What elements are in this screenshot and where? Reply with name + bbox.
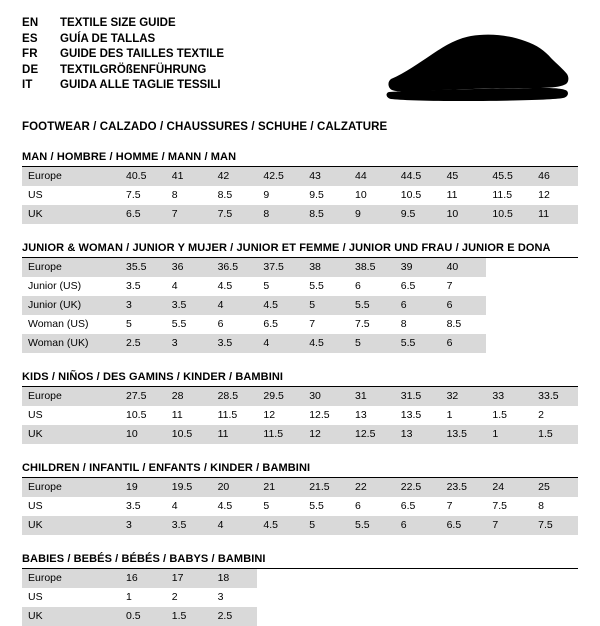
size-cell: 28 (166, 387, 212, 406)
size-cell: 5 (349, 334, 395, 353)
table-row (22, 205, 578, 224)
size-cell (486, 588, 532, 607)
size-cell: 8 (257, 205, 303, 224)
size-cell: 7.5 (126, 189, 141, 201)
size-cell: 40.5 (120, 167, 166, 186)
size-cell: 10.5 (400, 189, 422, 201)
size-cell: 36.5 (212, 258, 258, 277)
size-cell (441, 588, 487, 607)
size-cell (257, 607, 303, 626)
row-label: US (28, 189, 43, 201)
size-cell (532, 607, 578, 626)
language-title: GUÍA DE TALLAS (60, 32, 156, 45)
table-row (22, 296, 578, 315)
size-section (22, 151, 578, 224)
size-cell: 19 (120, 478, 166, 497)
size-cell: 9 (263, 189, 270, 201)
size-cell: 10.5 (126, 409, 147, 421)
size-cell (349, 588, 395, 607)
size-table (22, 387, 578, 444)
size-cell: 2.5 (212, 607, 258, 626)
size-cell (395, 569, 441, 588)
size-cell: 1 (486, 425, 532, 444)
size-cell: 7 (446, 280, 453, 292)
size-cell: 1.5 (166, 607, 212, 626)
size-cell: 7 (446, 500, 453, 512)
row-label: US (28, 591, 43, 603)
table-row (22, 607, 578, 626)
size-cell: 39 (395, 258, 441, 277)
language-row (22, 78, 224, 94)
language-code: DE (22, 63, 39, 76)
size-cell: 17 (166, 569, 212, 588)
size-cell: 6.5 (441, 516, 487, 535)
language-code: ES (22, 32, 38, 45)
language-row (22, 16, 224, 32)
size-cell: 11.5 (217, 409, 238, 421)
table-row (22, 569, 578, 588)
size-cell: 3 (166, 334, 212, 353)
language-title: TEXTILGRÖßENFÜHRUNG (60, 63, 207, 76)
size-cell: 6 (354, 280, 361, 292)
size-cell: 5.5 (349, 516, 395, 535)
row-label: Europe (22, 478, 120, 497)
size-cell: 8.5 (217, 189, 233, 201)
size-section (22, 371, 578, 444)
table-row (22, 258, 578, 277)
language-row (22, 63, 224, 79)
size-cell: 36 (166, 258, 212, 277)
size-cell: 10.5 (486, 205, 532, 224)
size-cell: 1 (446, 409, 453, 421)
table-row (22, 277, 578, 296)
table-row (22, 588, 578, 607)
row-label: Woman (US) (28, 318, 89, 330)
size-cell: 7 (309, 318, 316, 330)
size-cell: 40 (441, 258, 487, 277)
size-cell: 16 (120, 569, 166, 588)
table-row (22, 478, 578, 497)
size-cell: 7 (166, 205, 212, 224)
size-cell: 2 (171, 591, 178, 603)
size-cell: 0.5 (120, 607, 166, 626)
size-cell: 45 (441, 167, 487, 186)
row-label: Woman (UK) (22, 334, 120, 353)
row-label: UK (22, 205, 120, 224)
section-title: KIDS / NIÑOS / DES GAMINS / KINDER / BAMBINI (22, 371, 284, 383)
section-title: JUNIOR & WOMAN / JUNIOR Y MUJER / JUNIOR ET FEMME / JUNIOR UND FRAU / JUNIOR E DONA (22, 242, 551, 254)
size-cell: 7.5 (354, 318, 370, 330)
size-cell: 8.5 (303, 205, 349, 224)
size-cell: 5 (263, 280, 270, 292)
row-label: Junior (US) (28, 280, 82, 292)
size-cell: 1.5 (492, 409, 507, 421)
size-cell: 4.5 (217, 280, 233, 292)
size-cell: 6 (354, 500, 361, 512)
size-cell (486, 277, 532, 296)
section-title: CHILDREN / INFANTIL / ENFANTS / KINDER / BAMBINI (22, 462, 311, 474)
size-cell: 4 (171, 500, 178, 512)
row-label: Europe (22, 387, 120, 406)
size-cell: 4.5 (257, 296, 303, 315)
size-cell: 31 (349, 387, 395, 406)
table-row (22, 516, 578, 535)
size-cell (349, 607, 395, 626)
category-line: FOOTWEAR / CALZADO / CHAUSSURES / SCHUHE / CALZATURE (22, 121, 388, 133)
size-cell: 41 (166, 167, 212, 186)
size-cell: 21.5 (303, 478, 349, 497)
size-section (22, 462, 578, 535)
size-cell: 35.5 (120, 258, 166, 277)
size-cell: 7 (486, 516, 532, 535)
size-cell: 3.5 (126, 500, 141, 512)
size-cell (303, 569, 349, 588)
size-cell: 9 (349, 205, 395, 224)
size-section (22, 242, 578, 353)
table-row (22, 406, 578, 425)
size-cell: 18 (212, 569, 258, 588)
size-cell: 19.5 (166, 478, 212, 497)
size-cell: 6.5 (400, 500, 416, 512)
language-row (22, 47, 224, 63)
table-row (22, 167, 578, 186)
size-cell: 5 (263, 500, 270, 512)
size-cell: 45.5 (486, 167, 532, 186)
size-cell: 38 (303, 258, 349, 277)
size-table (22, 167, 578, 224)
size-cell: 7.5 (212, 205, 258, 224)
size-cell: 30 (303, 387, 349, 406)
size-cell: 12.5 (349, 425, 395, 444)
size-cell: 1.5 (532, 425, 578, 444)
size-cell: 11 (171, 409, 183, 421)
size-cell: 28.5 (212, 387, 258, 406)
size-table (22, 478, 578, 535)
table-row (22, 186, 578, 205)
size-cell: 24 (486, 478, 532, 497)
size-cell (532, 588, 578, 607)
size-cell (257, 569, 303, 588)
size-cell: 12 (263, 409, 276, 421)
size-cell: 8.5 (446, 318, 462, 330)
size-cell: 4.5 (257, 516, 303, 535)
size-cell: 44 (349, 167, 395, 186)
size-cell: 5.5 (309, 500, 324, 512)
size-cell: 5.5 (349, 296, 395, 315)
size-cell: 4 (212, 296, 258, 315)
table-row (22, 387, 578, 406)
size-cell: 5.5 (171, 318, 187, 330)
size-cell: 6 (441, 296, 487, 315)
row-label: UK (22, 425, 120, 444)
size-cell: 42 (212, 167, 258, 186)
size-table (22, 258, 578, 353)
size-cell: 5 (126, 318, 132, 330)
size-cell (532, 277, 578, 296)
size-cell (395, 607, 441, 626)
language-title-list (22, 16, 224, 94)
size-cell: 21 (257, 478, 303, 497)
section-title: MAN / HOMBRE / HOMME / MANN / MAN (22, 151, 237, 163)
size-cell: 11 (212, 425, 258, 444)
size-cell: 6.5 (400, 280, 416, 292)
size-cell: 11.5 (257, 425, 303, 444)
table-row (22, 497, 578, 516)
size-cell: 7.5 (532, 516, 578, 535)
size-cell (486, 334, 532, 353)
size-cell: 46 (532, 167, 578, 186)
size-cell: 8 (400, 318, 407, 330)
size-cell (303, 588, 349, 607)
size-cell: 5 (303, 516, 349, 535)
size-cell: 29.5 (257, 387, 303, 406)
size-cell: 10 (120, 425, 166, 444)
language-title: TEXTILE SIZE GUIDE (60, 17, 176, 29)
size-cell: 22.5 (395, 478, 441, 497)
size-cell: 11.5 (492, 189, 513, 201)
size-cell: 33 (486, 387, 532, 406)
row-label: US (28, 500, 43, 512)
language-title: GUIDA ALLE TAGLIE TESSILI (60, 79, 221, 92)
size-cell: 9.5 (309, 189, 324, 201)
row-label: Europe (22, 569, 120, 588)
size-section (22, 553, 578, 626)
size-cell: 5.5 (309, 280, 324, 292)
size-cell: 12.5 (309, 409, 330, 421)
size-cell: 10 (354, 189, 367, 201)
size-cell: 3 (217, 591, 224, 603)
size-cell: 37.5 (257, 258, 303, 277)
size-cell: 9.5 (395, 205, 441, 224)
size-cell: 20 (212, 478, 258, 497)
language-row (22, 32, 224, 48)
size-cell (532, 334, 578, 353)
size-cell: 6 (395, 516, 441, 535)
table-row (22, 425, 578, 444)
size-cell (486, 315, 532, 334)
language-code: EN (22, 17, 39, 29)
size-cell: 13 (354, 409, 367, 421)
size-cell (486, 569, 532, 588)
size-cell: 38.5 (349, 258, 395, 277)
size-cell: 6.5 (263, 318, 278, 330)
size-cell: 6.5 (120, 205, 166, 224)
size-cell: 12 (538, 189, 550, 201)
row-label: Europe (22, 258, 120, 277)
dress-shoe-icon (380, 30, 570, 108)
size-cell: 11 (446, 189, 458, 201)
size-cell (441, 607, 487, 626)
size-cell (486, 607, 532, 626)
size-cell: 22 (349, 478, 395, 497)
size-cell: 23.5 (441, 478, 487, 497)
size-cell: 13 (395, 425, 441, 444)
size-cell (532, 296, 578, 315)
size-cell: 6 (217, 318, 224, 330)
size-cell: 3.5 (166, 516, 212, 535)
table-row (22, 334, 578, 353)
size-cell: 43 (303, 167, 349, 186)
size-cell: 13.5 (400, 409, 422, 421)
size-sections (22, 151, 578, 626)
size-cell (532, 258, 578, 277)
size-cell: 12 (303, 425, 349, 444)
size-cell: 42.5 (257, 167, 303, 186)
size-cell (257, 588, 303, 607)
size-cell: 4 (257, 334, 303, 353)
size-cell: 6 (441, 334, 487, 353)
size-cell: 11 (532, 205, 578, 224)
size-cell (441, 569, 487, 588)
size-cell: 25 (532, 478, 578, 497)
size-cell (395, 588, 441, 607)
size-cell (486, 258, 532, 277)
row-label: UK (22, 516, 120, 535)
size-cell: 8 (538, 500, 545, 512)
size-cell (532, 315, 578, 334)
language-code: IT (22, 79, 33, 92)
size-cell: 1 (126, 591, 132, 603)
language-title: GUIDE DES TAILLES TEXTILE (60, 48, 224, 61)
size-cell: 4 (171, 280, 178, 292)
size-cell: 3.5 (166, 296, 212, 315)
size-cell: 10 (441, 205, 487, 224)
size-cell: 7.5 (492, 500, 507, 512)
size-cell: 10.5 (166, 425, 212, 444)
size-cell (303, 607, 349, 626)
size-cell: 3 (120, 296, 166, 315)
size-cell: 2.5 (120, 334, 166, 353)
size-cell: 44.5 (395, 167, 441, 186)
size-cell: 4 (212, 516, 258, 535)
size-cell: 33.5 (532, 387, 578, 406)
row-label: Europe (22, 167, 120, 186)
row-label: US (28, 409, 43, 421)
size-cell: 3 (120, 516, 166, 535)
page-header (22, 16, 578, 108)
row-label: UK (22, 607, 120, 626)
size-cell (486, 296, 532, 315)
size-cell: 4.5 (217, 500, 233, 512)
language-code: FR (22, 48, 38, 61)
size-cell: 5 (303, 296, 349, 315)
table-row (22, 315, 578, 334)
row-label: Junior (UK) (22, 296, 120, 315)
size-cell: 31.5 (395, 387, 441, 406)
size-cell: 4.5 (303, 334, 349, 353)
size-cell: 5.5 (395, 334, 441, 353)
size-cell: 8 (171, 189, 178, 201)
size-cell (349, 569, 395, 588)
size-cell: 3.5 (126, 280, 141, 292)
size-cell: 13.5 (441, 425, 487, 444)
size-cell: 32 (441, 387, 487, 406)
size-cell: 6 (395, 296, 441, 315)
size-cell (532, 569, 578, 588)
section-title: BABIES / BEBÉS / BÉBÉS / BABYS / BAMBINI (22, 553, 266, 565)
size-table (22, 569, 578, 626)
size-cell: 3.5 (212, 334, 258, 353)
size-cell: 2 (538, 409, 545, 421)
size-cell: 27.5 (120, 387, 166, 406)
